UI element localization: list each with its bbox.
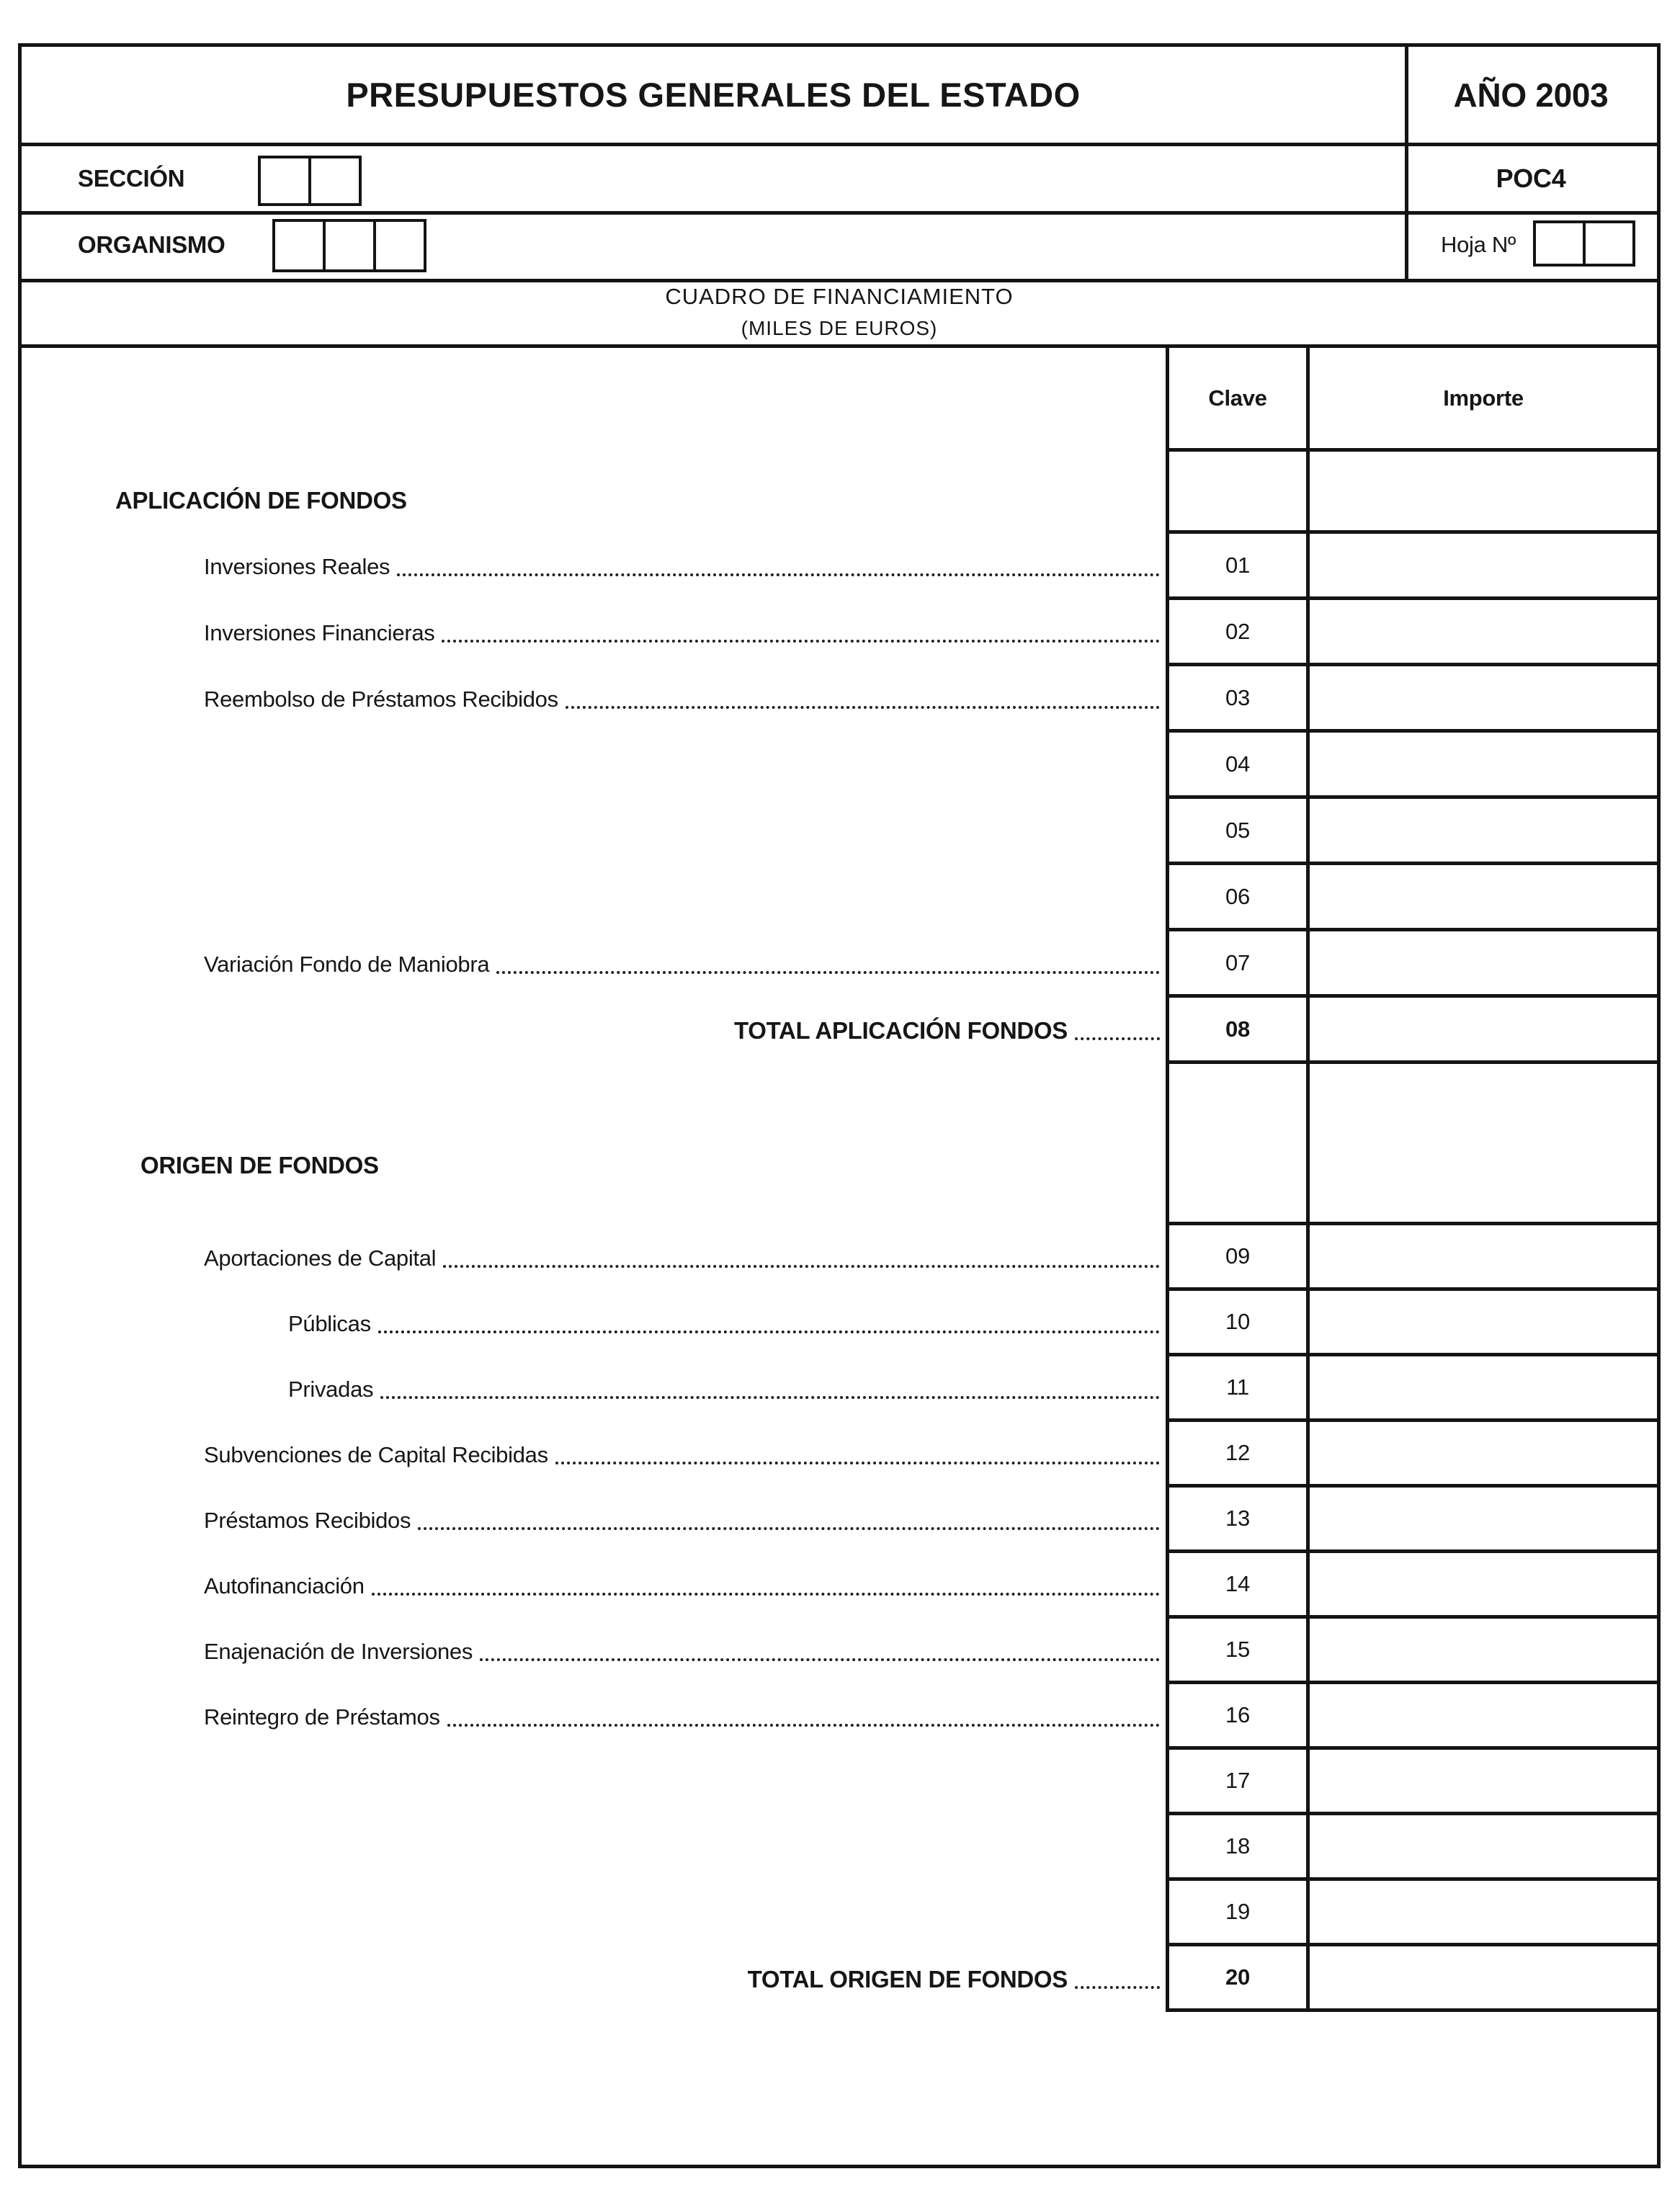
table-row [1168, 1683, 1659, 1748]
table-row [1168, 1748, 1659, 1814]
clave-cell: 10 [1168, 1289, 1308, 1355]
dotted-leader [397, 573, 1160, 576]
table-row [1168, 1879, 1659, 1945]
sheet-number-box [1533, 220, 1635, 267]
importe-cell [1308, 797, 1659, 864]
importe-cell [1308, 864, 1659, 930]
organismo-code-cell [275, 222, 323, 269]
importe-cell [1308, 1289, 1659, 1355]
table-row [1168, 532, 1659, 599]
line-subvenciones-capital [204, 1418, 1160, 1484]
form-subtitle: CUADRO DE FINANCIAMIENTO [665, 283, 1014, 309]
clave-cell: 07 [1168, 930, 1308, 996]
clave-cell: 18 [1168, 1814, 1308, 1879]
form-subtitle-units: (MILES DE EUROS) [741, 316, 938, 339]
dotted-leader [447, 1724, 1160, 1727]
importe-cell [1308, 532, 1659, 599]
clave-cell: 01 [1168, 532, 1308, 599]
table-spacer-row [1168, 450, 1659, 532]
clave-cell: 19 [1168, 1879, 1308, 1945]
seccion-row [22, 146, 1405, 211]
title-cell [22, 47, 1405, 143]
importe-cell [1308, 1486, 1659, 1552]
sheet-number-label: Hoja Nº [1441, 232, 1516, 257]
line-reintegro-prestamos [204, 1681, 1160, 1746]
table-row [1168, 1289, 1659, 1355]
dotted-leader [380, 1396, 1160, 1399]
line-variacion-fondo [204, 928, 1160, 994]
form-border-box [18, 43, 1661, 2168]
total-label: TOTAL APLICACIÓN FONDOS [733, 1017, 1068, 1044]
clave-cell: 08 [1168, 996, 1308, 1063]
importe-cell [1308, 665, 1659, 731]
line-label: Públicas [288, 1310, 371, 1336]
line-label: Inversiones Reales [204, 554, 390, 579]
line-label: Variación Fondo de Maniobra [204, 952, 490, 977]
table-row-total-aplicacion [1168, 996, 1659, 1063]
line-prestamos-recibidos [204, 1484, 1160, 1549]
organismo-code-cell [323, 222, 373, 269]
organismo-code-box [272, 219, 426, 272]
line-total-aplicacion [204, 994, 1160, 1060]
clave-cell: 04 [1168, 731, 1308, 797]
clave-cell: 03 [1168, 665, 1308, 731]
dotted-leader [372, 1593, 1160, 1596]
clave-cell: 16 [1168, 1683, 1308, 1748]
dotted-leader [418, 1527, 1160, 1530]
clave-cell: 17 [1168, 1748, 1308, 1814]
importe-cell [1308, 1683, 1659, 1748]
table-row [1168, 599, 1659, 665]
clave-cell: 05 [1168, 797, 1308, 864]
importe-cell [1308, 1814, 1659, 1879]
importe-cell [1308, 1552, 1659, 1617]
dotted-leader [555, 1462, 1160, 1464]
clave-cell: 06 [1168, 864, 1308, 930]
form-code-cell [1405, 146, 1657, 211]
dotted-leader [443, 1265, 1160, 1268]
importe-cell [1308, 1879, 1659, 1945]
line-label: Privadas [288, 1376, 374, 1402]
line-label: Autofinanciación [204, 1573, 365, 1598]
sheet-number-cell [1583, 223, 1632, 264]
total-label: TOTAL ORIGEN DE FONDOS [747, 1965, 1068, 1992]
table-row [1168, 1617, 1659, 1683]
dotted-leader [1075, 1037, 1160, 1040]
organismo-code-cell [373, 222, 424, 269]
table-row [1168, 797, 1659, 864]
table-row [1168, 731, 1659, 797]
table-row-total-origen [1168, 1945, 1659, 2011]
line-label: Préstamos Recibidos [204, 1507, 411, 1533]
line-label: Enajenación de Inversiones [204, 1638, 473, 1664]
line-total-origen [204, 1943, 1160, 2008]
line-label: Aportaciones de Capital [204, 1245, 437, 1271]
importe-cell [1308, 930, 1659, 996]
subtitle-row [22, 279, 1657, 344]
section-heading-aplicacion: APLICACIÓN DE FONDOS [115, 487, 407, 514]
seccion-code-box [258, 156, 362, 206]
table-row [1168, 1552, 1659, 1617]
line-label: Reembolso de Préstamos Recibidos [204, 686, 558, 712]
clave-cell: 09 [1168, 1224, 1308, 1289]
year-label: AÑO 2003 [1453, 76, 1609, 114]
line-label: Reintegro de Préstamos [204, 1704, 440, 1730]
importe-column-header: Importe [1308, 346, 1659, 450]
importe-cell [1308, 1421, 1659, 1486]
section-heading-origen: ORIGEN DE FONDOS [140, 1152, 379, 1178]
clave-cell: 14 [1168, 1552, 1308, 1617]
table-row [1168, 1814, 1659, 1879]
table-row [1168, 864, 1659, 930]
seccion-code-cell [261, 158, 308, 203]
clave-cell: 15 [1168, 1617, 1308, 1683]
sheet-number-cell [1536, 223, 1583, 264]
table-row [1168, 930, 1659, 996]
clave-importe-table [1166, 344, 1661, 2012]
line-enajenacion-inversiones [204, 1615, 1160, 1681]
clave-cell: 20 [1168, 1945, 1308, 2011]
table-row [1168, 1486, 1659, 1552]
clave-cell: 02 [1168, 599, 1308, 665]
table-row [1168, 1355, 1659, 1421]
line-inversiones-financieras [204, 596, 1160, 663]
dotted-leader [442, 640, 1160, 643]
dotted-leader [566, 706, 1160, 709]
line-autofinanciacion [204, 1549, 1160, 1615]
year-cell [1405, 47, 1657, 143]
table-row [1168, 665, 1659, 731]
table-row [1168, 1224, 1659, 1289]
seccion-code-cell [308, 158, 359, 203]
line-label: Inversiones Financieras [204, 620, 435, 645]
line-inversiones-reales [204, 530, 1160, 596]
importe-cell [1308, 1224, 1659, 1289]
importe-cell [1308, 731, 1659, 797]
importe-cell [1308, 599, 1659, 665]
clave-cell: 12 [1168, 1421, 1308, 1486]
table-spacer-row [1168, 1063, 1659, 1224]
organismo-row [22, 211, 1405, 279]
line-privadas [204, 1353, 1160, 1418]
form-code: POC4 [1496, 164, 1566, 193]
seccion-label: SECCIÓN [78, 165, 185, 192]
clave-column-header: Clave [1168, 346, 1308, 450]
line-label: Subvenciones de Capital Recibidas [204, 1441, 548, 1467]
line-publicas [204, 1287, 1160, 1353]
clave-cell: 11 [1168, 1355, 1308, 1421]
dotted-leader [1075, 1986, 1160, 1989]
organismo-label: ORGANISMO [78, 231, 225, 258]
page-title: PRESUPUESTOS GENERALES DEL ESTADO [346, 76, 1081, 114]
importe-cell [1308, 1748, 1659, 1814]
dotted-leader [496, 971, 1160, 974]
line-reembolso-prestamos [204, 663, 1160, 729]
table-row [1168, 1421, 1659, 1486]
dotted-leader [378, 1330, 1160, 1333]
line-aportaciones-capital [204, 1222, 1160, 1287]
importe-cell-shaded [1308, 1945, 1659, 2011]
importe-cell-shaded [1308, 996, 1659, 1063]
importe-cell [1308, 1617, 1659, 1683]
importe-cell [1308, 1355, 1659, 1421]
clave-cell: 13 [1168, 1486, 1308, 1552]
dotted-leader [480, 1658, 1160, 1661]
